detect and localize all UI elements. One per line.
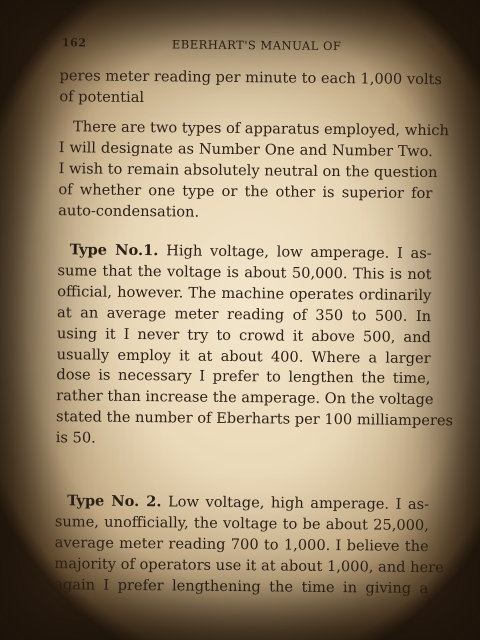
running-title: EBERHART'S MANUAL OF xyxy=(171,37,342,54)
text-line: majority of operators use it at about 1,000, and here xyxy=(54,554,444,576)
text-line: sume that the voltage is about 50,000. This is not xyxy=(57,262,432,283)
text-line: dose is necessary I prefer to lengthen the time, xyxy=(56,366,431,388)
text-line: of whether one type or the other is superior for xyxy=(58,180,433,202)
text-fragment: Low voltage, high amperage. I as- xyxy=(161,493,430,514)
text-line: rather than increase the amperage. On the voltage xyxy=(56,387,434,409)
text-line: average meter reading 700 to 1,000. I believe the xyxy=(54,533,429,555)
running-head xyxy=(44,36,428,60)
text-line: peres meter reading per minute to each 1,000 volts xyxy=(59,67,443,89)
paragraph-type-one xyxy=(55,240,454,453)
text-line: using it I never try to crowd it above 500, and xyxy=(56,324,431,346)
text-line: sume, unofficially, the voltage to be about 25,000, xyxy=(54,513,429,534)
text-line: is 50. xyxy=(55,429,96,447)
book-page xyxy=(44,36,454,597)
text-line: auto-condensation. xyxy=(58,201,200,221)
text-line: usually employ it at about 400. Where a larger xyxy=(56,345,431,367)
text-line: at an average meter reading of 350 to 500. In xyxy=(57,303,432,325)
text-line: I will designate as Number One and Number Two. xyxy=(58,139,433,160)
type-two-heading: Type No. 2. xyxy=(67,492,162,511)
text-line: I wish to remain absolutely neutral on the question xyxy=(58,159,438,181)
paragraph-apparatus-types xyxy=(58,117,449,225)
text-line: of potential xyxy=(59,88,145,106)
text-line: official, however. The machine operates ordinarily xyxy=(57,282,432,304)
paragraph-continuation xyxy=(59,66,443,112)
paragraph-type-two xyxy=(54,491,444,599)
page-number: 162 xyxy=(61,36,87,50)
text-line: There are two types of apparatus employed, which xyxy=(72,118,449,140)
text-fragment: High voltage, low amperage. I as- xyxy=(158,242,432,263)
text-line: again I prefer lengthening the time in giving a xyxy=(54,575,429,597)
text-line: stated the number of Eberharts per 100 milliamperes xyxy=(55,408,454,430)
type-one-heading: Type No.1. xyxy=(69,241,159,260)
